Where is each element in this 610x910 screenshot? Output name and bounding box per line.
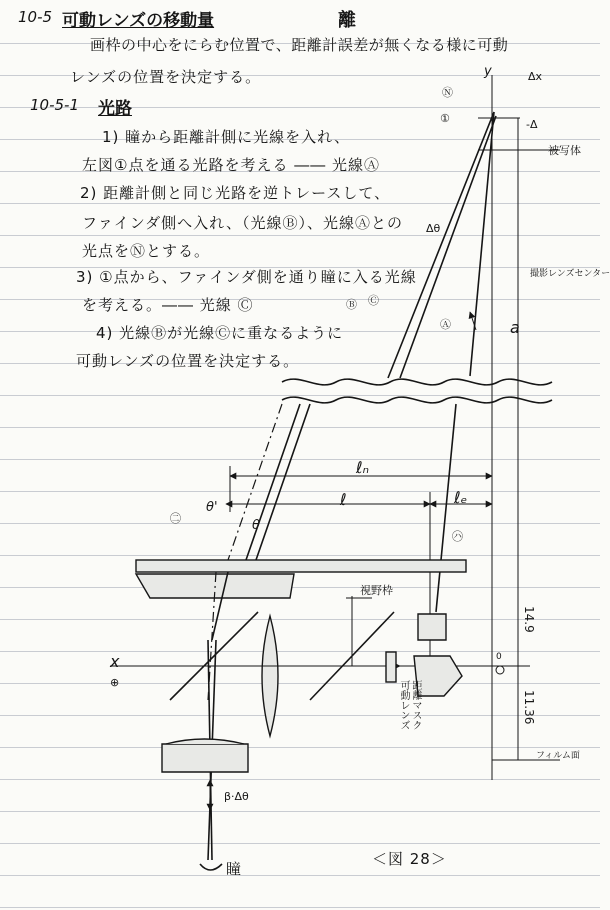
eye-symbol (200, 864, 222, 870)
step-line-8: 4) 光線Ⓑが光線Ⓒに重なるように (96, 324, 344, 342)
relay-lens (262, 616, 278, 736)
marker-c-label: Ⓒ (368, 294, 379, 307)
step-line-4: ファインダ側へ入れ、（光線Ⓑ）、光線Ⓐとの (82, 214, 404, 232)
figure-caption: ＜図 28＞ (372, 850, 447, 868)
film-plane-label: フィルム面 (536, 751, 580, 761)
marker-ha-label: ㋩ (452, 530, 463, 543)
dim-11-36-label: 11.36 (522, 690, 536, 725)
marker-b-label: Ⓑ (346, 298, 357, 311)
break-line-lower (282, 397, 552, 403)
axis-origin-dot (496, 666, 504, 674)
marker-1-label: ① (440, 112, 450, 125)
theta-prime-label: θ' (206, 500, 218, 515)
movable-lens-label: 可動レンズ (398, 680, 409, 730)
beta-label: β·Δθ (224, 790, 249, 803)
l-label: ℓ (340, 490, 347, 509)
step-line-9: 可動レンズの位置を決定する。 (76, 352, 300, 370)
ray-b-lower (246, 404, 300, 560)
step-line-7: を考える。―― 光線 Ⓒ (82, 296, 254, 314)
ray-a-upper (470, 112, 494, 376)
rangefinder-mask-label: 距離マスク (410, 680, 421, 730)
theta-label: θ (252, 518, 260, 533)
center-ray-lower (228, 404, 282, 560)
delta-x-label: Δx (528, 70, 543, 83)
subject-label: 被写体 (548, 144, 581, 157)
intro-line-1: 画枠の中心をにらむ位置で、距離計誤差が無くなる様に可動 (90, 36, 509, 54)
x-axis-label: x (110, 652, 120, 671)
section-number: 10-5 (18, 8, 53, 26)
step-line-6: 3) ①点から、ファインダ側を通り瞳に入る光線 (76, 268, 417, 286)
lh-label: ℓₙ (356, 458, 369, 477)
section-title: 可動レンズの移動量 (62, 11, 215, 31)
delta-theta-label: Δθ (426, 222, 441, 235)
intro-line-2: レンズの位置を決定する。 (70, 68, 262, 86)
step-line-5: 光点をⓃとする。 (82, 242, 211, 260)
break-line-upper (282, 379, 552, 385)
eyepiece-curve (166, 739, 244, 744)
eye-label: 瞳 (226, 860, 243, 878)
front-window-glass (136, 560, 466, 572)
step-line-2: 左図①点を通る光路を考える ―― 光線Ⓐ (82, 156, 380, 174)
a-label: a (510, 318, 520, 337)
stamp-mark: 離 (338, 10, 356, 31)
eyepiece-block (162, 744, 248, 772)
delta-sign-label: -Δ (526, 118, 538, 131)
step-line-3: 2) 距離計側と同じ光路を逆トレースして、 (80, 184, 391, 202)
subsection-title: 光路 (98, 99, 132, 119)
step-line-1: 1) 瞳から距離計側に光線を入れ、 (102, 128, 351, 146)
lens-center-label: 撮影レンズセンター (530, 269, 610, 279)
ray-a-lower (436, 404, 456, 612)
movable-lens-element (386, 652, 396, 682)
subsection-number: 10-5-1 (30, 96, 79, 114)
dim-14-9-label: 14.9 (522, 606, 536, 633)
marker-a-label: Ⓐ (440, 318, 451, 331)
ray-b-upper (388, 112, 494, 378)
ray-c-lower (256, 404, 310, 560)
marker-n-label: Ⓝ (442, 86, 453, 99)
plus-sign-label: ⊕ (110, 676, 120, 689)
frame-label: 視野枠 (360, 584, 393, 597)
le-label: ℓₑ (454, 488, 468, 507)
zero-label: 0 (496, 652, 502, 662)
rangefinder-window-prism (418, 614, 446, 640)
marker-ni-label: ㊁ (170, 512, 181, 525)
y-label: y (484, 64, 492, 79)
